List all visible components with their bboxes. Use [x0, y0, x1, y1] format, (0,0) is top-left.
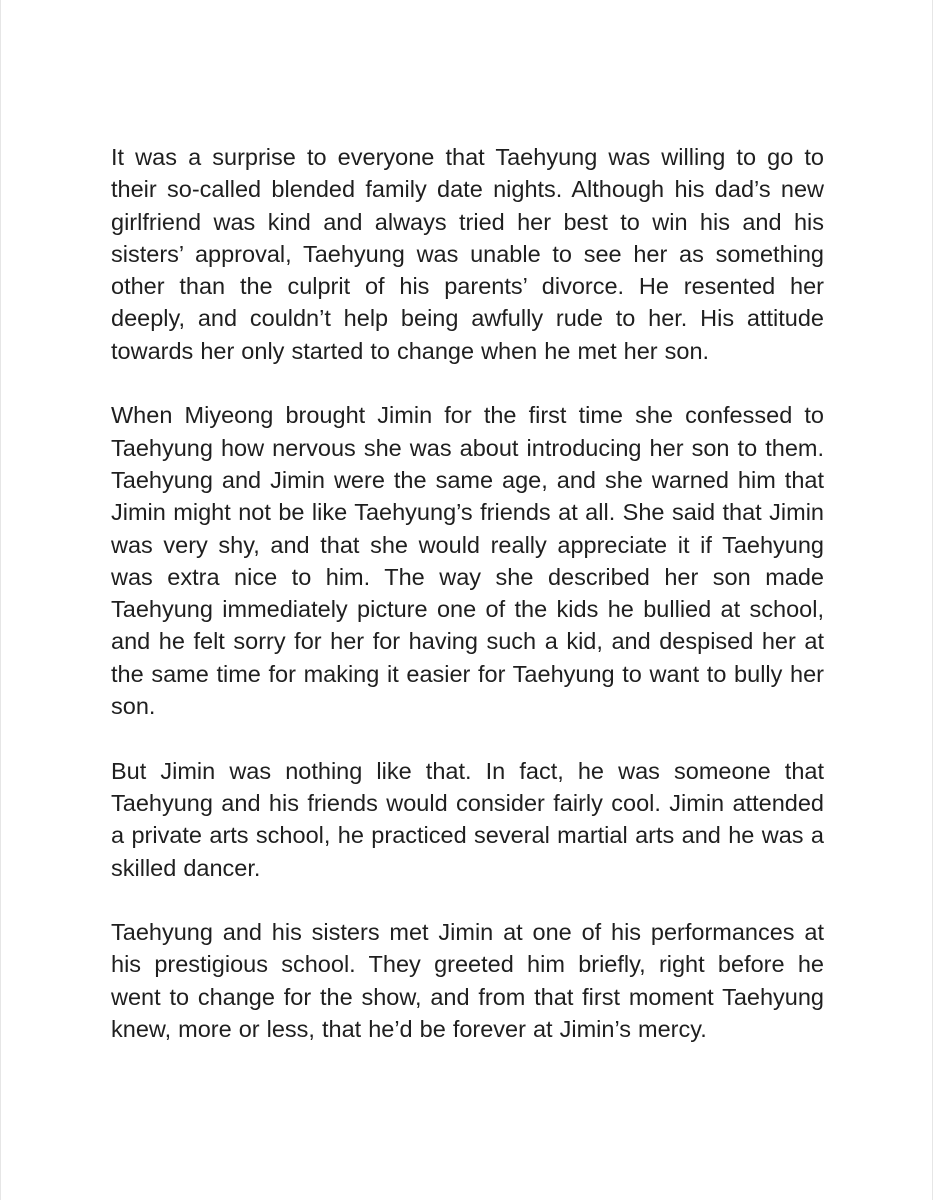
document-body: [111, 141, 824, 1078]
paragraph-4: Taehyung and his sisters met Jimin at one of his performances at his prestigious school. They greeted him briefly, right before he went to change for the show, and from that first moment Taehyung knew, more or less, that he’d be forever at Jimin’s mercy.: [111, 919, 824, 1043]
paragraph-2: When Miyeong brought Jimin for the first time she confessed to Taehyung how nervous she was about introducing her son to them. Taehyung and Jimin were the same age, and she warned him that Jimin might not be like Taehyung’s friends at all. She said that Jimin was very shy, and that she would really appreciate it if Taehyung was extra nice to him. The way she described her son made Taehyung immediately picture one of the kids he bullied at school, and he felt sorry for her for having such a kid, and despised her at the same time for making it easier for Taehyung to want to bully her son.: [111, 402, 824, 720]
paragraph-3: But Jimin was nothing like that. In fact, he was someone that Taehyung and his friends would consider fairly cool. Jimin attended a private arts school, he practiced several martial arts and he was a skilled dancer.: [111, 757, 824, 881]
paragraph-1: It was a surprise to everyone that Taehyung was willing to go to their so-called blended family date nights. Although his dad’s new girlfriend was kind and always tried her best to win his and his sisters’ approval, Taehyung was unable to see her as something other than the culprit of his parents’ divorce. He resented her deeply, and couldn’t help being awfully rude to her. His attitude towards her only started to change when he met her son.: [111, 144, 824, 364]
